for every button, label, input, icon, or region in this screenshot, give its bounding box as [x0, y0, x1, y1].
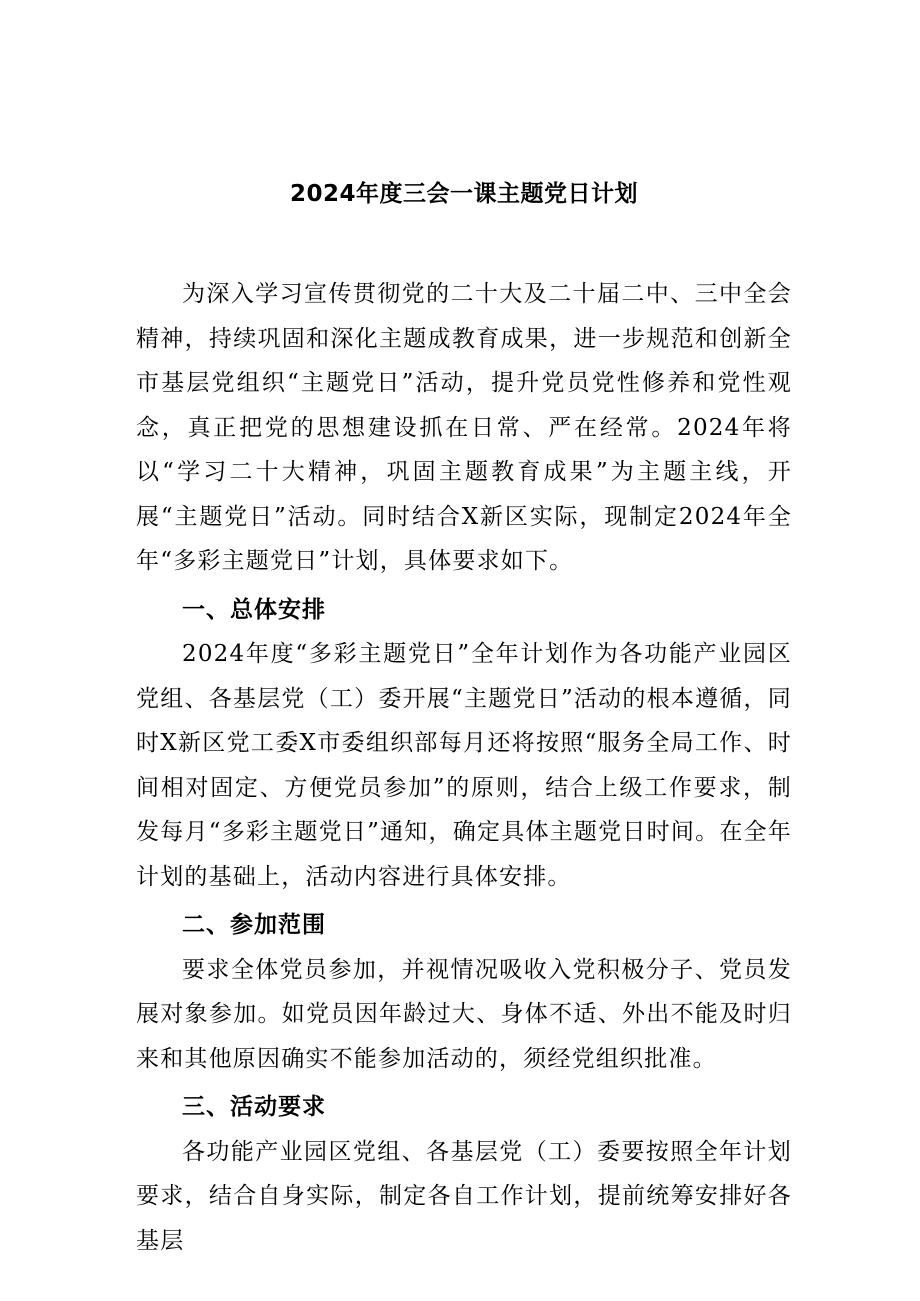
section-heading-overall-arrangement: 一、总体安排: [182, 596, 326, 623]
section-body-overall-arrangement: 2024年度“多彩主题党日”全年计划作为各功能产业园区党组、各基层党（工）委开展“主题党日”活动的根本遵循，同时X新区党工委X市委组织部每月还将按照“服务全局工作、时间相对固定、方便党员参加”的原则，结合上级工作要求，制发每月“多彩主题党日”通知，确定具体主题党日时间。在全年计划的基础上，活动内容进行具体安排。: [136, 641, 792, 890]
section-body-participation-scope: 要求全体党员参加，并视情况吸收入党积极分子、党员发展对象参加。如党员因年龄过大、身体不适、外出不能及时归来和其他原因确实不能参加活动的，须经党组织批准。: [136, 956, 792, 1072]
intro-paragraph: 为深入学习宣传贯彻党的二十大及二十届二中、三中全会精神，持续巩固和深化主题成教育成果，进一步规范和创新全市基层党组织“主题党日”活动，提升党员党性修养和党性观念，真正把党的思想建设抓在日常、严在经常。2024年将以“学习二十大精神，巩固主题教育成果”为主题主线，开展“主题党日”活动。同时结合X新区实际，现制定2024年全年“多彩主题党日”计划，具体要求如下。: [136, 281, 792, 574]
section-heading-activity-requirements: 三、活动要求: [182, 1094, 326, 1120]
section-body-activity-requirements: 各功能产业园区党组、各基层党（工）委要按照全年计划要求，结合自身实际，制定各自工作计划，提前统筹安排好各基层: [136, 1138, 792, 1254]
document-title: 2024年度三会一课主题党日计划: [289, 181, 638, 207]
section-heading-participation-scope: 二、参加范围: [182, 912, 326, 938]
